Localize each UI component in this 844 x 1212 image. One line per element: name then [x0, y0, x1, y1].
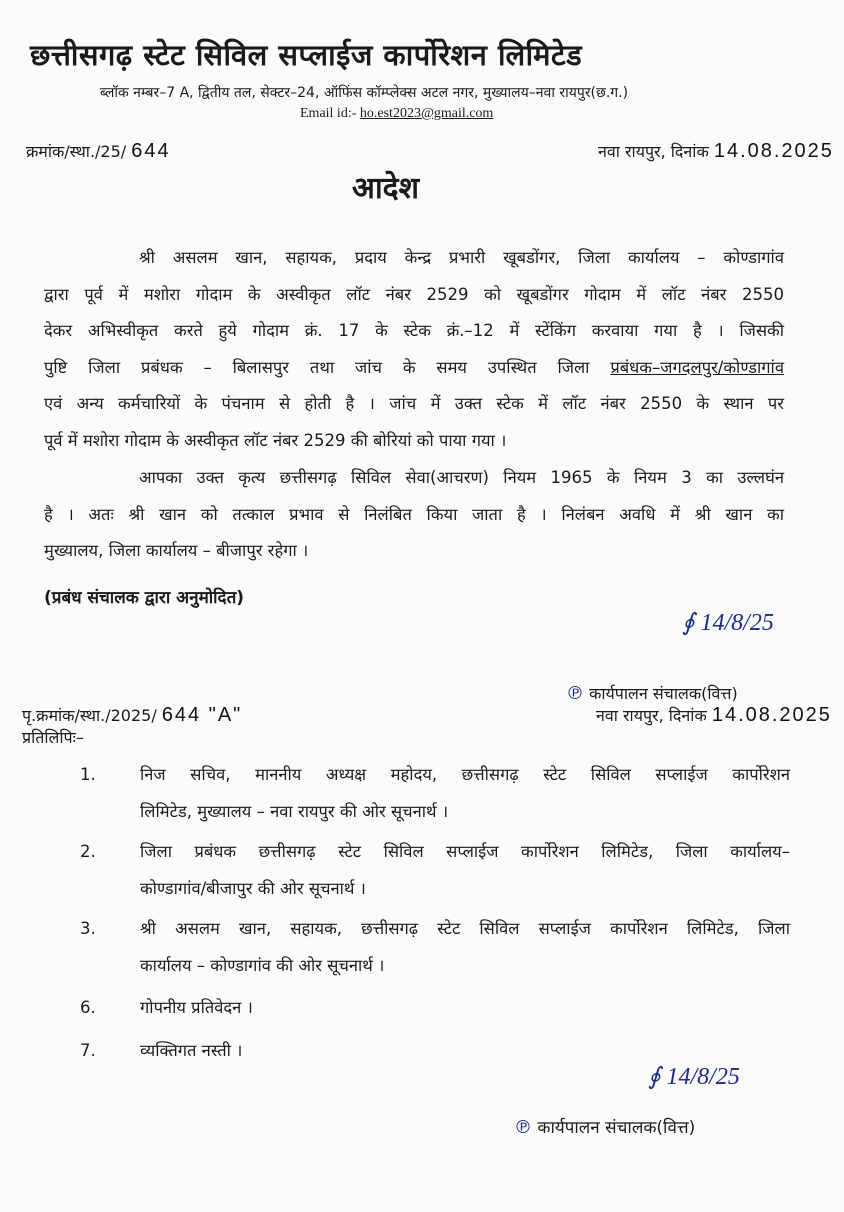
paragraph-line: एवं अन्य कर्मचारियों के पंचनाम से होती है । जांच में उक्त स्टेक में लॉट नंबर 2550 के स्थान पर: [44, 394, 784, 413]
paragraph-line: पुष्टि जिला प्रबंधक – बिलासपुर तथा जांच के समय उपस्थित जिला प्रबंधक–जगदलपुर/कोण्डागांव: [44, 357, 784, 377]
ref-number-handwritten: 644: [131, 140, 171, 162]
copy-reference: पृ.क्रमांक/स्था./2025/ 644 "A": [22, 704, 243, 726]
paragraph-line: मुख्यालय, जिला कार्यालय – बीजापुर रहेगा ।: [44, 541, 309, 560]
paragraph-line: है । अतः श्री खान को तत्काल प्रभाव से निलंबित किया जाता है । निलंबन अवधि में श्री खान का: [44, 504, 784, 524]
org-name: छत्तीसगढ़ स्टेट सिविल सप्लाईज कार्पोरेशन लिमिटेड: [30, 38, 583, 72]
order-paragraph-2: [44, 460, 784, 570]
paragraph-line: देकर अभिस्वीकृत करते हुये गोदाम क्रं. 17 के स्टेक क्रं.–12 में स्टेंकिंग करवाया गया है । जिसकी: [44, 321, 784, 340]
email-label: Email id:-: [300, 106, 357, 121]
date-handwritten: 14.08.2025: [713, 140, 834, 162]
signature-scribble-icon: ∮: [682, 610, 701, 636]
date-handwritten: 14.08.2025: [711, 704, 832, 726]
initial-mark-icon: ℗: [566, 683, 584, 704]
initial-mark-icon: ℗: [514, 1117, 532, 1138]
paragraph-line: श्री असलम खान, सहायक, प्रदाय केन्द्र प्रभारी खूबडोंगर, जिला कार्यालय – कोण्डागांव: [139, 248, 784, 267]
copy-label: प्रतिलिपिः–: [22, 728, 84, 747]
signature-handwritten: ∮ 14/8/25: [682, 610, 774, 636]
page-title: आदेश: [352, 171, 419, 206]
signature-scribble-icon: ∮: [648, 1064, 667, 1090]
paragraph-line: द्वारा पूर्व में मशोरा गोदाम के अस्वीकृत लॉट नंबर 2529 को खूबडोंगर गोदाम में लॉट नंबर 2550: [44, 284, 784, 304]
ref-prefix: क्रमांक/स्था./25/: [26, 142, 127, 161]
approval-note: (प्रबंध संचालक द्वारा अनुमोदित): [44, 588, 245, 608]
signatory-designation: ℗ कार्यपालन संचालक(वित्त): [566, 683, 738, 704]
org-address: ब्लॉक नम्बर–7 A, द्वितीय तल, सेक्टर–24, ऑफिंस कॉम्प्लेक्स अटल नगर, मुख्यालय–नवा रायपुर(छ.ग.): [100, 85, 629, 101]
copy-ref-number-handwritten: 644 "A": [161, 704, 243, 726]
order-paragraph-1: [44, 240, 784, 459]
place-date-label: नवा रायपुर, दिनांक: [598, 142, 709, 161]
underlined-text: प्रबंधक–जगदलपुर/कोण्डागांव: [610, 357, 784, 377]
signature-handwritten-2: ∮ 14/8/25: [648, 1064, 740, 1090]
order-place-date: [598, 140, 834, 163]
email-line: [300, 106, 493, 122]
email-address: ho.est2023@gmail.com: [359, 106, 494, 121]
paragraph-line: आपका उक्त कृत्य छत्तीसगढ़ सिविल सेवा(आचरण) नियम 1965 के नियम 3 का उल्लघंन: [139, 468, 784, 487]
paragraph-line: पूर्व में मशोरा गोदाम के अस्वीकृत लॉट नंबर 2529 की बोरियां को पाया गया ।: [44, 430, 507, 450]
signatory-place-date: नवा रायपुर, दिनांक 14.08.2025: [596, 704, 832, 726]
signatory-designation-2: ℗ कार्यपालन संचालक(वित्त): [514, 1117, 696, 1138]
order-reference: [26, 140, 171, 163]
